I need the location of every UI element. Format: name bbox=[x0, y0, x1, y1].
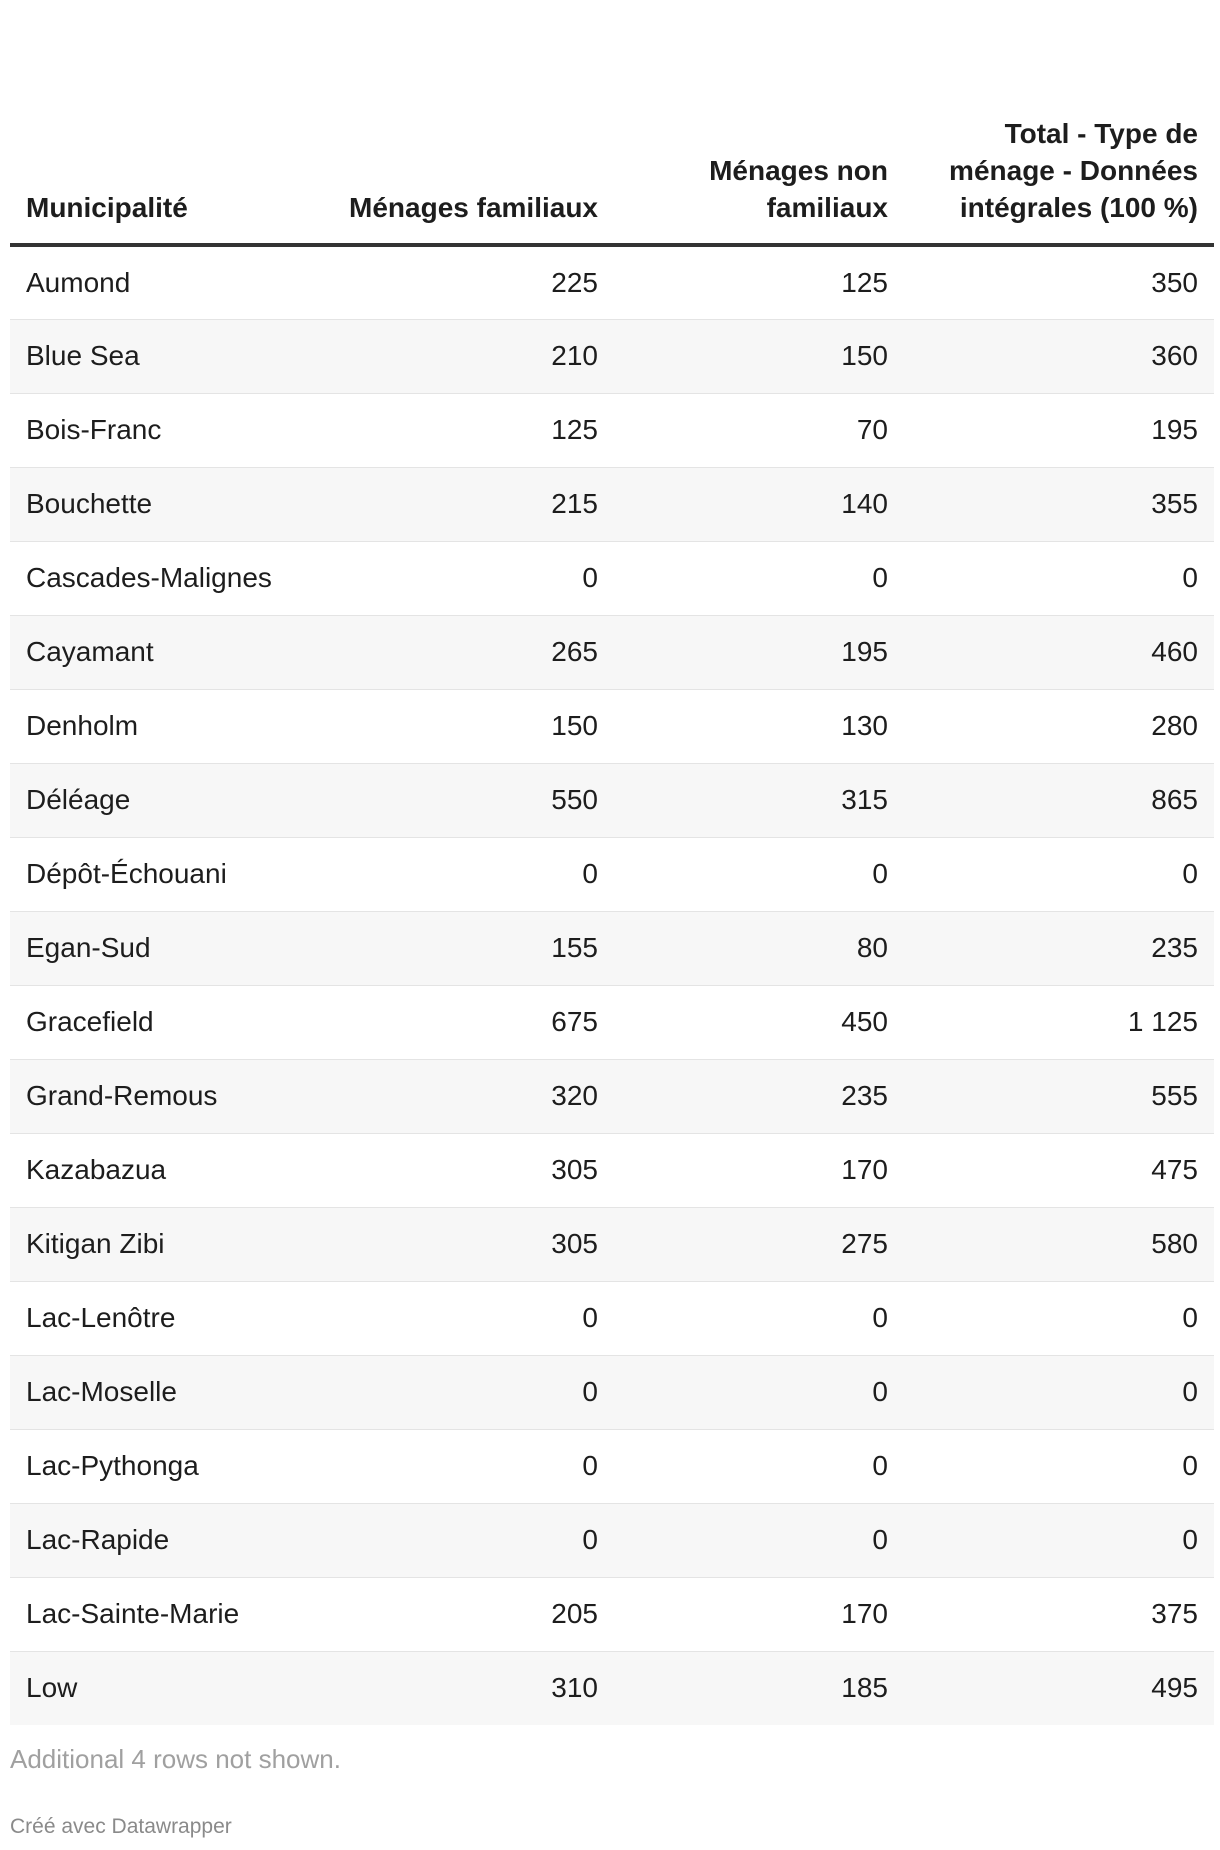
family-households-cell: 0 bbox=[304, 541, 614, 615]
non-family-households-cell: 0 bbox=[614, 1281, 904, 1355]
municipality-cell: Cayamant bbox=[10, 615, 304, 689]
table-notes: Additional 4 rows not shown. bbox=[10, 1744, 341, 1774]
total-households-cell: 350 bbox=[904, 245, 1214, 319]
total-households-cell: 555 bbox=[904, 1059, 1214, 1133]
total-households-cell: 360 bbox=[904, 319, 1214, 393]
non-family-households-cell: 0 bbox=[614, 1503, 904, 1577]
total-households-cell: 280 bbox=[904, 689, 1214, 763]
municipality-cell: Lac-Pythonga bbox=[10, 1429, 304, 1503]
column-header-menages-non-familiaux[interactable]: Ménages non familiaux bbox=[614, 0, 904, 245]
total-households-cell: 1 125 bbox=[904, 985, 1214, 1059]
municipality-cell: Egan-Sud bbox=[10, 911, 304, 985]
municipality-cell: Bois-Franc bbox=[10, 393, 304, 467]
family-households-cell: 550 bbox=[304, 763, 614, 837]
family-households-cell: 150 bbox=[304, 689, 614, 763]
table-row bbox=[10, 1207, 1214, 1281]
family-households-cell: 265 bbox=[304, 615, 614, 689]
table-header bbox=[10, 0, 1214, 245]
total-households-cell: 0 bbox=[904, 1281, 1214, 1355]
municipality-cell: Déléage bbox=[10, 763, 304, 837]
family-households-cell: 0 bbox=[304, 1281, 614, 1355]
family-households-cell: 210 bbox=[304, 319, 614, 393]
municipality-cell: Grand-Remous bbox=[10, 1059, 304, 1133]
column-header-menages-familiaux[interactable]: Ménages familiaux bbox=[304, 0, 614, 245]
family-households-cell: 310 bbox=[304, 1651, 614, 1725]
municipality-cell: Low bbox=[10, 1651, 304, 1725]
municipality-cell: Gracefield bbox=[10, 985, 304, 1059]
municipality-cell: Lac-Lenôtre bbox=[10, 1281, 304, 1355]
total-households-cell: 195 bbox=[904, 393, 1214, 467]
total-households-cell: 355 bbox=[904, 467, 1214, 541]
table-row bbox=[10, 1651, 1214, 1725]
total-households-cell: 475 bbox=[904, 1133, 1214, 1207]
total-households-cell: 235 bbox=[904, 911, 1214, 985]
data-table-container bbox=[10, 0, 1214, 1725]
table-row bbox=[10, 467, 1214, 541]
municipality-cell: Cascades-Malignes bbox=[10, 541, 304, 615]
total-households-cell: 0 bbox=[904, 837, 1214, 911]
total-households-cell: 495 bbox=[904, 1651, 1214, 1725]
total-households-cell: 0 bbox=[904, 1503, 1214, 1577]
non-family-households-cell: 0 bbox=[614, 541, 904, 615]
non-family-households-cell: 170 bbox=[614, 1577, 904, 1651]
non-family-households-cell: 0 bbox=[614, 1355, 904, 1429]
column-header-municipalite[interactable]: Municipalité bbox=[10, 0, 304, 245]
non-family-households-cell: 450 bbox=[614, 985, 904, 1059]
table-row bbox=[10, 393, 1214, 467]
family-households-cell: 225 bbox=[304, 245, 614, 319]
non-family-households-cell: 0 bbox=[614, 837, 904, 911]
non-family-households-cell: 80 bbox=[614, 911, 904, 985]
table-row bbox=[10, 615, 1214, 689]
family-households-cell: 305 bbox=[304, 1133, 614, 1207]
non-family-households-cell: 150 bbox=[614, 319, 904, 393]
non-family-households-cell: 70 bbox=[614, 393, 904, 467]
table-row bbox=[10, 837, 1214, 911]
header-row bbox=[10, 0, 1214, 245]
family-households-cell: 0 bbox=[304, 837, 614, 911]
family-households-cell: 0 bbox=[304, 1355, 614, 1429]
table-row bbox=[10, 1577, 1214, 1651]
family-households-cell: 320 bbox=[304, 1059, 614, 1133]
table-row bbox=[10, 763, 1214, 837]
table-row bbox=[10, 985, 1214, 1059]
municipality-cell: Kitigan Zibi bbox=[10, 1207, 304, 1281]
table-row bbox=[10, 1503, 1214, 1577]
table-row bbox=[10, 1355, 1214, 1429]
family-households-cell: 125 bbox=[304, 393, 614, 467]
family-households-cell: 0 bbox=[304, 1503, 614, 1577]
non-family-households-cell: 275 bbox=[614, 1207, 904, 1281]
table-row bbox=[10, 319, 1214, 393]
non-family-households-cell: 140 bbox=[614, 467, 904, 541]
municipality-cell: Lac-Sainte-Marie bbox=[10, 1577, 304, 1651]
family-households-cell: 675 bbox=[304, 985, 614, 1059]
table-row bbox=[10, 1281, 1214, 1355]
municipality-cell: Lac-Rapide bbox=[10, 1503, 304, 1577]
non-family-households-cell: 170 bbox=[614, 1133, 904, 1207]
table-row bbox=[10, 541, 1214, 615]
table-row bbox=[10, 245, 1214, 319]
non-family-households-cell: 195 bbox=[614, 615, 904, 689]
municipality-cell: Kazabazua bbox=[10, 1133, 304, 1207]
municipality-cell: Blue Sea bbox=[10, 319, 304, 393]
table-row bbox=[10, 1429, 1214, 1503]
table-row bbox=[10, 1059, 1214, 1133]
total-households-cell: 460 bbox=[904, 615, 1214, 689]
total-households-cell: 580 bbox=[904, 1207, 1214, 1281]
column-header-total[interactable]: Total - Type de ménage - Données intégrales (100 %) bbox=[904, 0, 1214, 245]
datawrapper-credit: Créé avec Datawrapper bbox=[10, 1815, 232, 1838]
non-family-households-cell: 130 bbox=[614, 689, 904, 763]
table-row bbox=[10, 911, 1214, 985]
non-family-households-cell: 0 bbox=[614, 1429, 904, 1503]
municipality-cell: Denholm bbox=[10, 689, 304, 763]
family-households-cell: 0 bbox=[304, 1429, 614, 1503]
total-households-cell: 0 bbox=[904, 541, 1214, 615]
family-households-cell: 205 bbox=[304, 1577, 614, 1651]
municipality-cell: Dépôt-Échouani bbox=[10, 837, 304, 911]
data-table bbox=[10, 0, 1214, 1725]
municipality-cell: Bouchette bbox=[10, 467, 304, 541]
non-family-households-cell: 125 bbox=[614, 245, 904, 319]
family-households-cell: 215 bbox=[304, 467, 614, 541]
table-row bbox=[10, 1133, 1214, 1207]
municipality-cell: Aumond bbox=[10, 245, 304, 319]
total-households-cell: 0 bbox=[904, 1355, 1214, 1429]
non-family-households-cell: 185 bbox=[614, 1651, 904, 1725]
total-households-cell: 865 bbox=[904, 763, 1214, 837]
table-row bbox=[10, 689, 1214, 763]
family-households-cell: 305 bbox=[304, 1207, 614, 1281]
non-family-households-cell: 235 bbox=[614, 1059, 904, 1133]
table-body bbox=[10, 245, 1214, 1725]
total-households-cell: 375 bbox=[904, 1577, 1214, 1651]
total-households-cell: 0 bbox=[904, 1429, 1214, 1503]
municipality-cell: Lac-Moselle bbox=[10, 1355, 304, 1429]
non-family-households-cell: 315 bbox=[614, 763, 904, 837]
family-households-cell: 155 bbox=[304, 911, 614, 985]
